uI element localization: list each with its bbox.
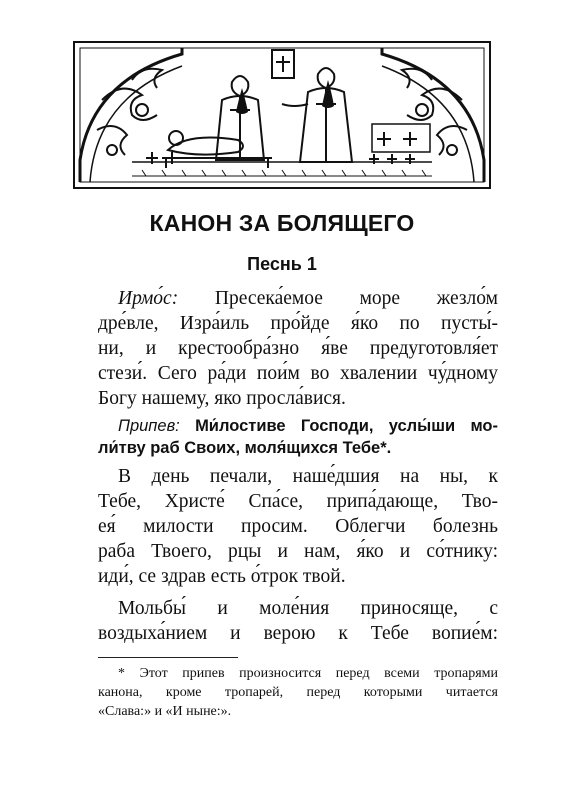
irmos-line: дре́вле, Изра́иль про́йде я́ко по пусты́- (98, 313, 498, 334)
refrain-paragraph (98, 415, 498, 459)
irmos-line (98, 286, 498, 311)
headpiece-illustration (72, 40, 492, 190)
page-title: КАНОН ЗА БОЛЯЩЕГО (149, 210, 415, 236)
refrain-text: Ми́лостиве Господи, услы́ши мо- (195, 417, 499, 435)
irmos-paragraph (98, 286, 498, 411)
footnote-line: «Слава:» и «И ныне:». (98, 704, 232, 719)
troparion-line: Мольбы́ и моле́ния приносяще, с (118, 598, 498, 619)
irmos-line: стези́. Сего ра́ди пои́м во хвалении чу́дному (98, 363, 498, 384)
troparion-paragraph (98, 464, 498, 589)
ode-heading: Песнь 1 (247, 254, 317, 274)
footnote-line: * Этот припев произносится перед всеми тропарями (118, 666, 498, 681)
footnote-divider (98, 657, 238, 658)
troparion-line: Тебе, Христе́ Спа́се, припа́дающе, Тво- (98, 491, 498, 512)
troparion-line: воздыха́нием и верою к Тебе вопие́м: (98, 623, 498, 644)
troparion-line: В день печали, наше́дшия на ны, к (118, 466, 498, 487)
irmos-line: ни, и крестообра́зно я́ве предуготовля́ет (98, 338, 498, 359)
footnote (98, 664, 498, 721)
irmos-label: Ирмо́с: (118, 288, 179, 309)
refrain-line (98, 415, 498, 437)
refrain-line: ли́тву раб Своих, моля́щихся Тебе*. (98, 439, 392, 457)
irmos-line: Богу нашему, яко просла́вися. (98, 388, 346, 409)
refrain-label: Припев: (118, 417, 180, 435)
troparion-paragraph (98, 596, 498, 646)
troparion-line: раба Твоего, рцы и нам, я́ко и со́тнику: (98, 541, 498, 562)
irmos-text: Пресека́емое море жезло́м (214, 288, 499, 309)
troparion-line: ея́ милости просим. Облегчи болезнь (98, 516, 498, 537)
troparion-line: иди́, се здрав есть о́трок твой. (98, 566, 346, 587)
footnote-line: канона, кроме тропарей, перед которыми читается (98, 685, 498, 700)
